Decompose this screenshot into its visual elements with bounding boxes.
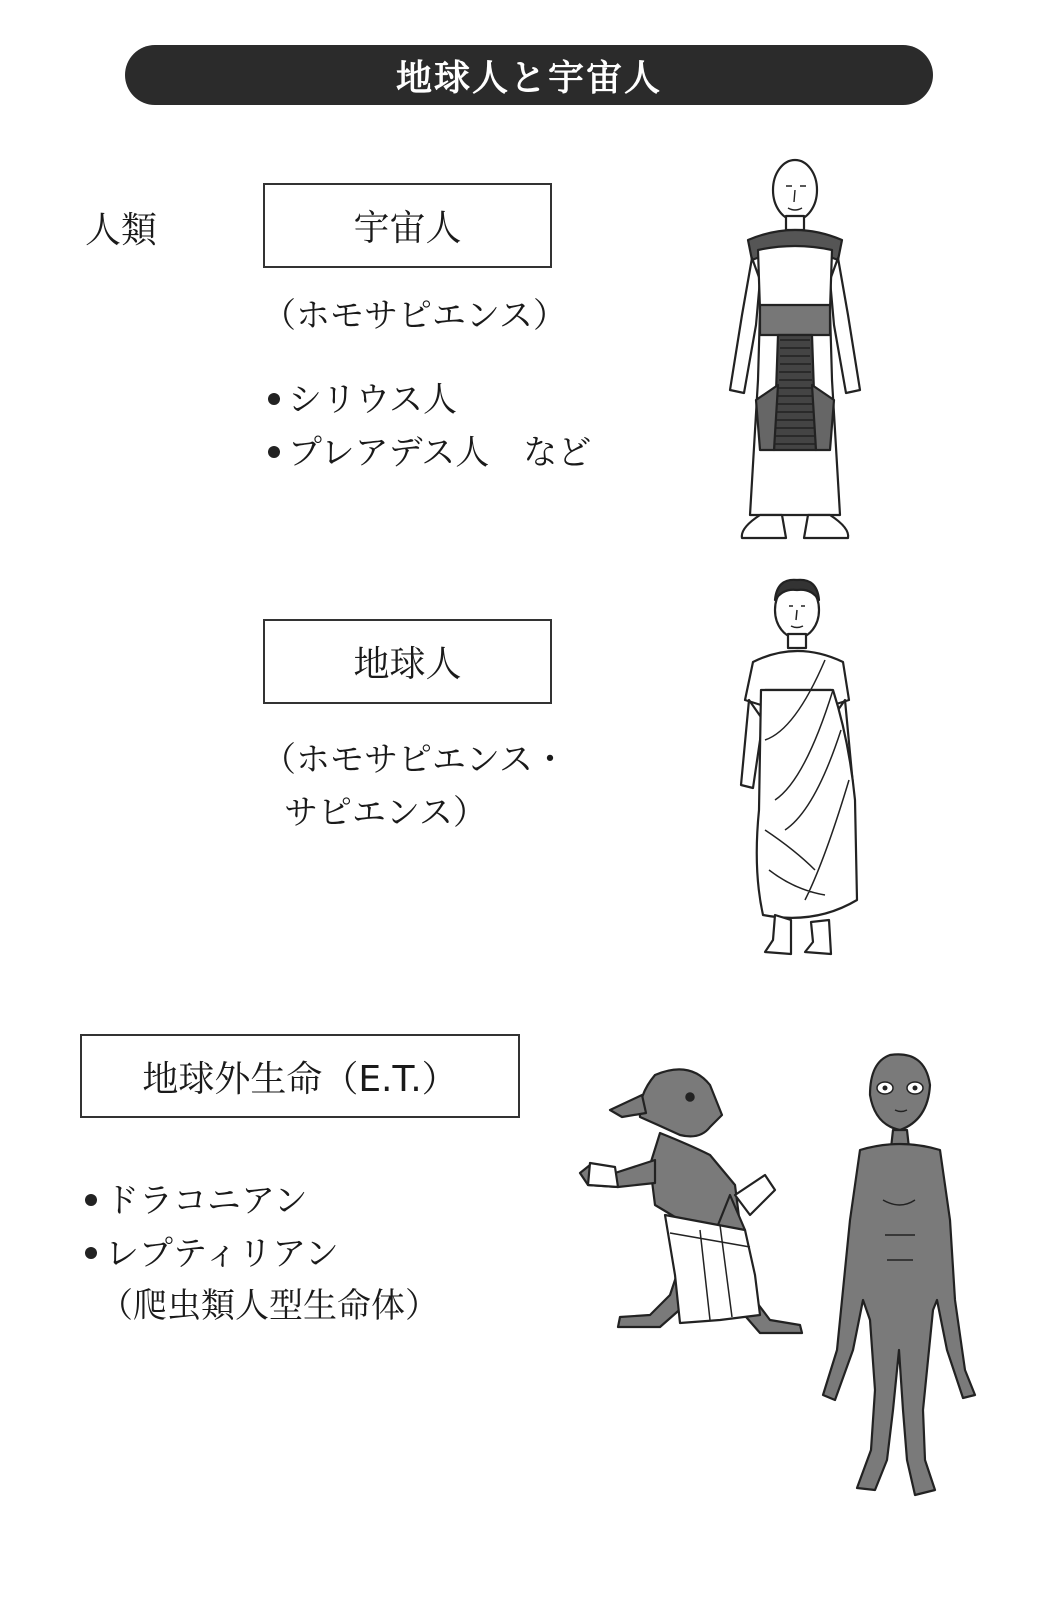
list-item: ドラコニアン xyxy=(85,1175,439,1228)
toga-figure-icon xyxy=(725,570,875,970)
earthling-box-label: 地球人 xyxy=(353,644,462,685)
title-banner xyxy=(125,45,933,105)
reptilian-figure-icon xyxy=(815,1050,980,1520)
list-item: シリウス人 xyxy=(268,374,591,427)
page-title: 地球人と宇宙人 xyxy=(395,57,662,99)
alien-box xyxy=(263,183,552,268)
earthling-box xyxy=(263,619,552,704)
alien-list xyxy=(268,374,591,479)
bullet-icon xyxy=(268,446,280,458)
list-item: プレアデス人 など xyxy=(268,427,591,480)
et-box xyxy=(80,1034,520,1118)
alien-subtitle: （ホモサピエンス） xyxy=(262,296,567,336)
et-box-label: 地球外生命（E.T.） xyxy=(142,1058,458,1100)
et-list xyxy=(85,1175,439,1333)
bullet-icon xyxy=(85,1194,97,1206)
earthling-subtitle: （ホモサピエンス・ サピエンス） xyxy=(262,740,567,833)
draconian-figure-icon xyxy=(560,1055,810,1345)
bullet-icon xyxy=(85,1247,97,1259)
et-note: （爬虫類人型生命体） xyxy=(99,1286,439,1327)
humanity-label: 人類 xyxy=(85,210,158,251)
egyptian-robed-figure-icon xyxy=(720,150,870,550)
alien-box-label: 宇宙人 xyxy=(353,208,462,249)
bullet-icon xyxy=(268,393,280,405)
list-item: レプティリアン xyxy=(85,1228,439,1281)
